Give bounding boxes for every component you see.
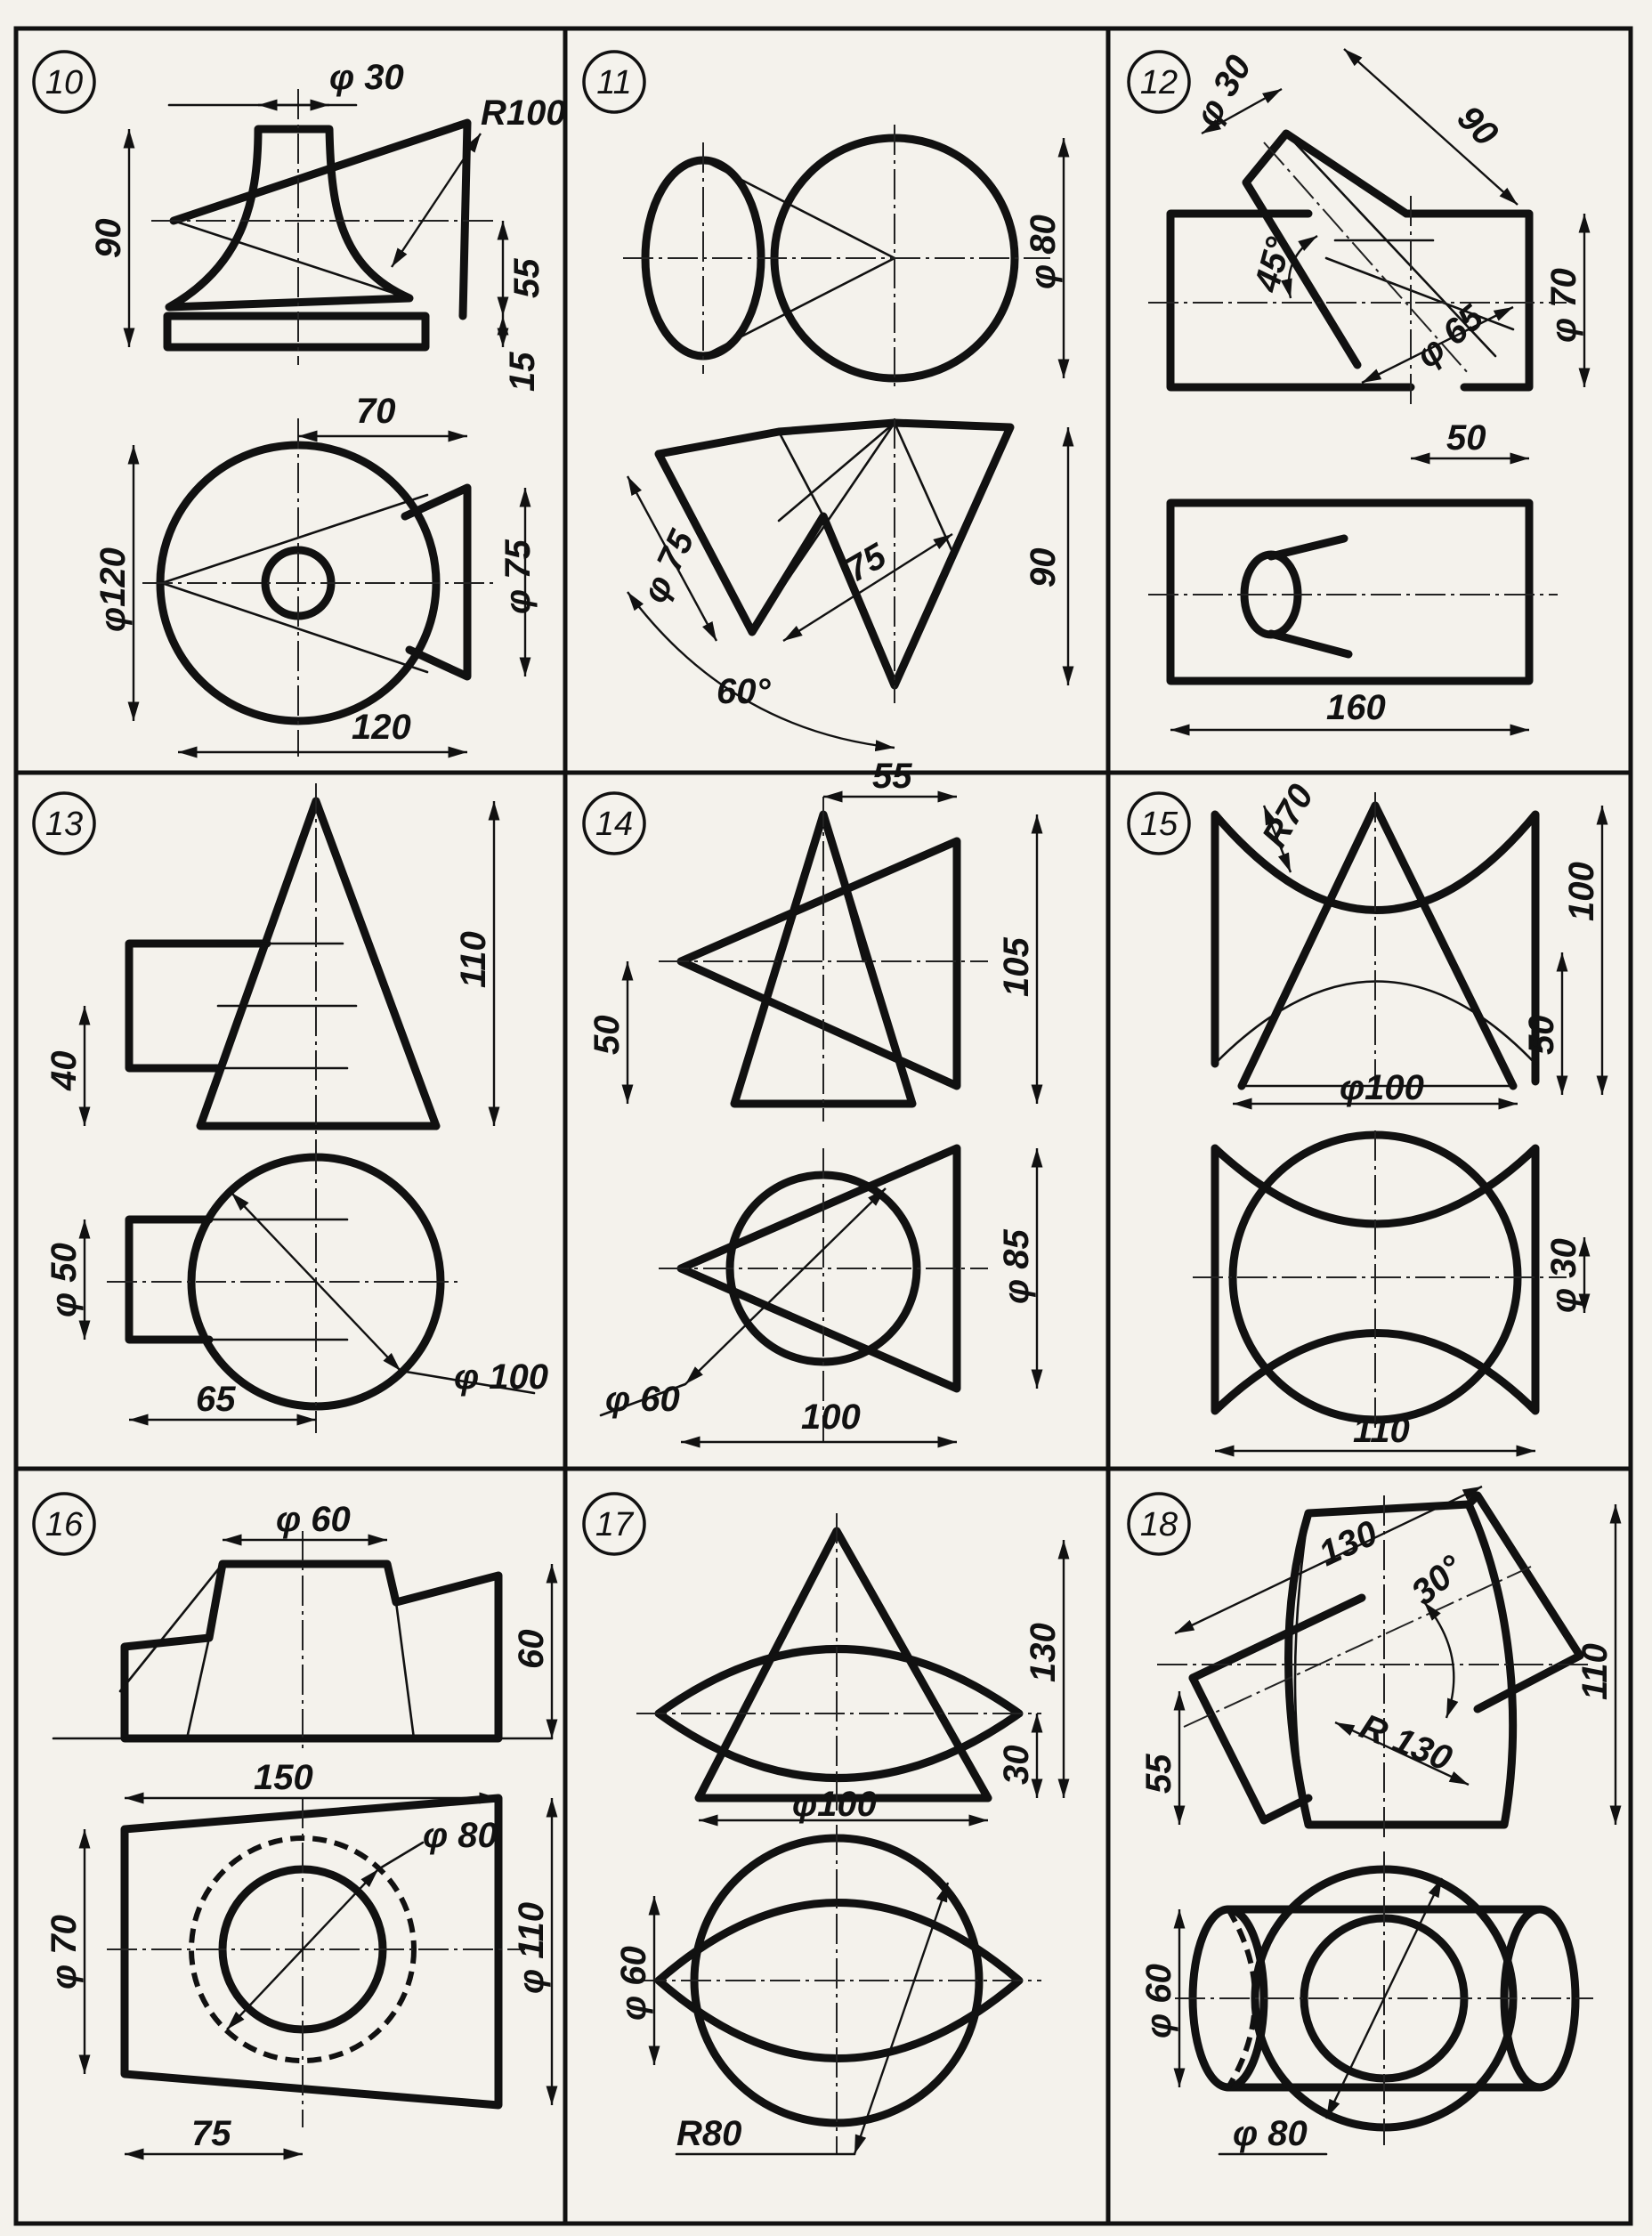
dim-75: 75 [838,536,894,590]
dim-phi110: φ 110 [512,1901,551,1994]
dim-phi85: φ 85 [997,1229,1036,1304]
dim-phi30: φ 30 [1187,48,1259,134]
dim-55: 55 [1139,1754,1178,1794]
dim-65: 65 [196,1380,236,1419]
dim-phi120: φ120 [93,547,133,632]
dim-130: 130 [1313,1513,1384,1575]
dim-15: 15 [503,352,542,392]
dim-phi80: φ 80 [1024,215,1063,289]
panel-number: 17 [595,1506,634,1543]
panel-number: 11 [596,64,632,101]
dim-160: 160 [1326,688,1386,727]
dim-100: 100 [801,1398,861,1437]
dim-r80: R80 [676,2114,742,2153]
panel-number: 12 [1139,64,1178,101]
panel-number: 15 [1139,806,1178,843]
dim-150: 150 [254,1758,313,1797]
dim-90: 130 [1024,1623,1063,1682]
dim-phi65: φ 65 [1408,297,1491,376]
panel-number: 18 [1139,1506,1178,1543]
dim-50: 50 [1446,418,1486,458]
panel-12 [1129,49,1584,730]
dim-90: 90 [1024,547,1063,587]
dim-70: 70 [356,392,396,431]
dim-60deg: 60° [717,672,771,711]
panel-18 [1129,1487,1616,2154]
dim-120: 120 [352,708,411,747]
dim-phi80: φ 80 [1233,2114,1308,2153]
dim-phi70: φ 70 [45,1915,84,1989]
dim-phi50: φ 50 [45,1243,84,1317]
dim-phi75: φ 75 [498,539,538,614]
panel-number: 13 [45,806,84,843]
dim-105: 105 [997,937,1036,997]
dim-r130: R 130 [1354,1706,1458,1779]
panel-13 [34,783,548,1433]
dim-40: 40 [45,1050,84,1090]
dim-phi60: φ 60 [276,1500,351,1539]
panel-15 [1129,778,1602,1451]
panel-17 [584,1494,1064,2154]
dim-90: 90 [1449,98,1506,154]
dim-phi70: φ 70 [1544,268,1583,343]
dim-phi100: φ100 [792,1785,877,1824]
dim-phi30: φ 30 [329,58,404,97]
dim-50: 50 [587,1015,627,1055]
dim-110: 110 [454,931,493,988]
dim-phi80: φ 80 [423,1816,498,1855]
dim-55: 55 [507,258,547,298]
panel-11 [584,52,1068,748]
dim-30deg: 30° [1404,1548,1471,1613]
panel-number: 10 [45,64,84,101]
panel-number: 16 [45,1506,84,1543]
dim-r100: R100 [481,93,566,133]
dim-phi75: φ 75 [635,524,702,609]
dim-55: 55 [872,757,912,796]
dim-phi100: φ 100 [454,1357,548,1397]
panel-10 [34,52,566,757]
dim-phi60: φ 60 [605,1380,680,1419]
dim-45deg: 45° [1247,233,1300,296]
dim-phi60: φ 60 [1139,1964,1178,2038]
panel-14 [584,757,1037,1442]
dim-50: 50 [1522,1015,1561,1055]
dim-90: 90 [89,218,128,258]
panel-number: 14 [595,806,634,843]
panel-16 [34,1494,552,2154]
dim-100: 100 [1562,862,1601,921]
dim-phi100: φ100 [1340,1068,1424,1107]
dim-110: 110 [1353,1411,1410,1450]
dim-75: 75 [191,2114,231,2153]
dim-30: 30 [997,1745,1036,1785]
dim-phi30: φ 30 [1544,1238,1583,1313]
dim-phi60: φ 60 [614,1946,653,2021]
dim-60: 60 [512,1629,551,1669]
dim-r70: R70 [1254,777,1322,855]
dim-110: 110 [1575,1643,1615,1700]
